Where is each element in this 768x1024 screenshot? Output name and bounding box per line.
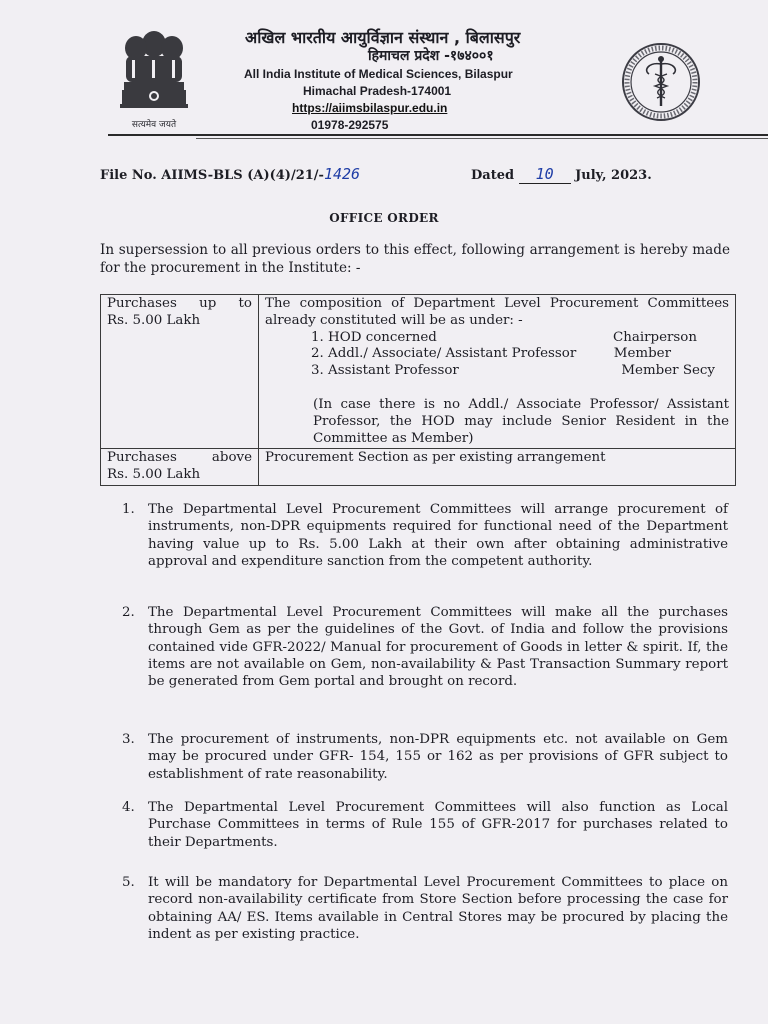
member-number: 1.	[311, 329, 324, 345]
member-role: Member	[613, 346, 671, 362]
paragraph-text: It will be mandatory for Departmental Level Procurement Committees to place on record non-availability certificate from Store Section before processing the case for obtaining AA/ ES. Items available in Central Stores may be procured by placing the indent as per existing practice.	[148, 875, 728, 942]
paragraph-number: 3.	[122, 732, 135, 747]
date-day-handwritten: 10	[519, 165, 571, 184]
file-number	[100, 165, 360, 183]
cell-text: Purchases	[107, 450, 177, 466]
dated-label: Dated	[471, 168, 515, 183]
committee-composition-text: The composition of Department Level Procurement Committees already constituted will be as under: -	[265, 296, 729, 328]
paragraph-text: The Departmental Level Procurement Committees will make all the purchases through Gem as per the guidelines of the Govt. of India and follow the provisions contained vide GFR-2022/ Manual for procurement of Goods in letter & spirit. If, the items are not available on Gem, non-availability & Past Transaction Summary report be generated from Gem portal and brought on record.	[148, 605, 728, 690]
institute-phone: 01978-292575	[311, 118, 389, 132]
cell-text: above	[211, 450, 252, 466]
procurement-arrangement-table	[100, 294, 736, 486]
paragraph-number: 5.	[122, 875, 135, 890]
list-item	[311, 363, 729, 380]
cell-text: up	[199, 296, 217, 311]
cell-text: Purchases	[107, 296, 177, 311]
date-line	[471, 165, 652, 184]
procurement-committee-cell	[259, 295, 736, 449]
header-rule-thin	[196, 138, 768, 139]
order-paragraph-3	[122, 731, 728, 783]
table-row	[101, 295, 736, 449]
aiims-seal-icon	[619, 38, 703, 130]
member-name: Addl./ Associate/ Assistant Professor	[328, 346, 577, 362]
paragraph-number: 4.	[122, 800, 135, 815]
institute-state-english: Himachal Pradesh-174001	[303, 84, 452, 98]
member-number: 3.	[311, 363, 324, 379]
date-month-year: July, 2023.	[575, 168, 652, 183]
purchase-condition-cell	[101, 295, 259, 449]
document-title: OFFICE ORDER	[329, 211, 439, 225]
procurement-section-cell: Procurement Section as per existing arrangement	[259, 449, 736, 486]
paragraph-number: 1.	[122, 502, 135, 517]
institute-name-english: All India Institute of Medical Sciences, Bilaspur	[244, 67, 513, 81]
member-name: Assistant Professor	[328, 363, 459, 379]
order-paragraph-2	[122, 604, 728, 690]
member-role: Member Secy	[621, 363, 715, 379]
file-number-handwritten: 1426	[323, 165, 361, 183]
intro-paragraph: In supersession to all previous orders to this effect, following arrangement is hereby made for the procurement in the Institute: -	[100, 242, 730, 276]
institute-state-hindi: हिमाचल प्रदेश -१७४००१	[368, 48, 494, 64]
order-paragraph-5	[122, 874, 728, 943]
list-item	[311, 330, 729, 347]
file-number-label: File No. AIIMS-BLS (A)(4)/21/-	[100, 168, 324, 183]
committee-member-list	[265, 330, 729, 380]
header-rule	[108, 134, 768, 136]
paragraph-text: The Departmental Level Procurement Committees will arrange procurement of instruments, non-DPR equipments required for functional need of the Department having value up to Rs. 5.00 Lakh at their own after obtaining administrative approval and expenditure sanction from the competent authority.	[148, 502, 728, 569]
emblem-motto: सत्यमेव जयते	[131, 120, 177, 130]
purchase-condition-cell	[101, 449, 259, 486]
table-row	[101, 449, 736, 486]
institute-name-hindi: अखिल भारतीय आयुर्विज्ञान संस्थान , बिलासपुर	[245, 28, 521, 47]
paragraph-text: The Departmental Level Procurement Committees will also function as Local Purchase Committees in terms of Rule 155 of GFR-2017 for purchases related to their Departments.	[148, 800, 728, 850]
paragraph-number: 2.	[122, 605, 135, 620]
institute-website-link[interactable]: https://aiimsbilaspur.edu.in	[292, 101, 448, 115]
member-number: 2.	[311, 346, 324, 362]
cell-text: to	[238, 296, 252, 311]
cell-text: Rs. 5.00 Lakh	[107, 467, 201, 483]
paragraph-text: The procurement of instruments, non-DPR equipments etc. not available on Gem may be procured under GFR- 154, 155 or 162 as per provisions of GFR subject to establishment of rate reasonability.	[148, 732, 728, 782]
list-item	[311, 346, 729, 363]
committee-note: (In case there is no Addl./ Associate Professor/ Assistant Professor, the HOD may include Senior Resident in the Committee as Member)	[313, 396, 729, 446]
cell-text: Rs. 5.00 Lakh	[107, 312, 201, 328]
order-paragraph-1	[122, 501, 728, 570]
member-name: HOD concerned	[328, 329, 437, 345]
order-paragraph-4	[122, 799, 728, 851]
member-role: Chairperson	[613, 329, 697, 345]
